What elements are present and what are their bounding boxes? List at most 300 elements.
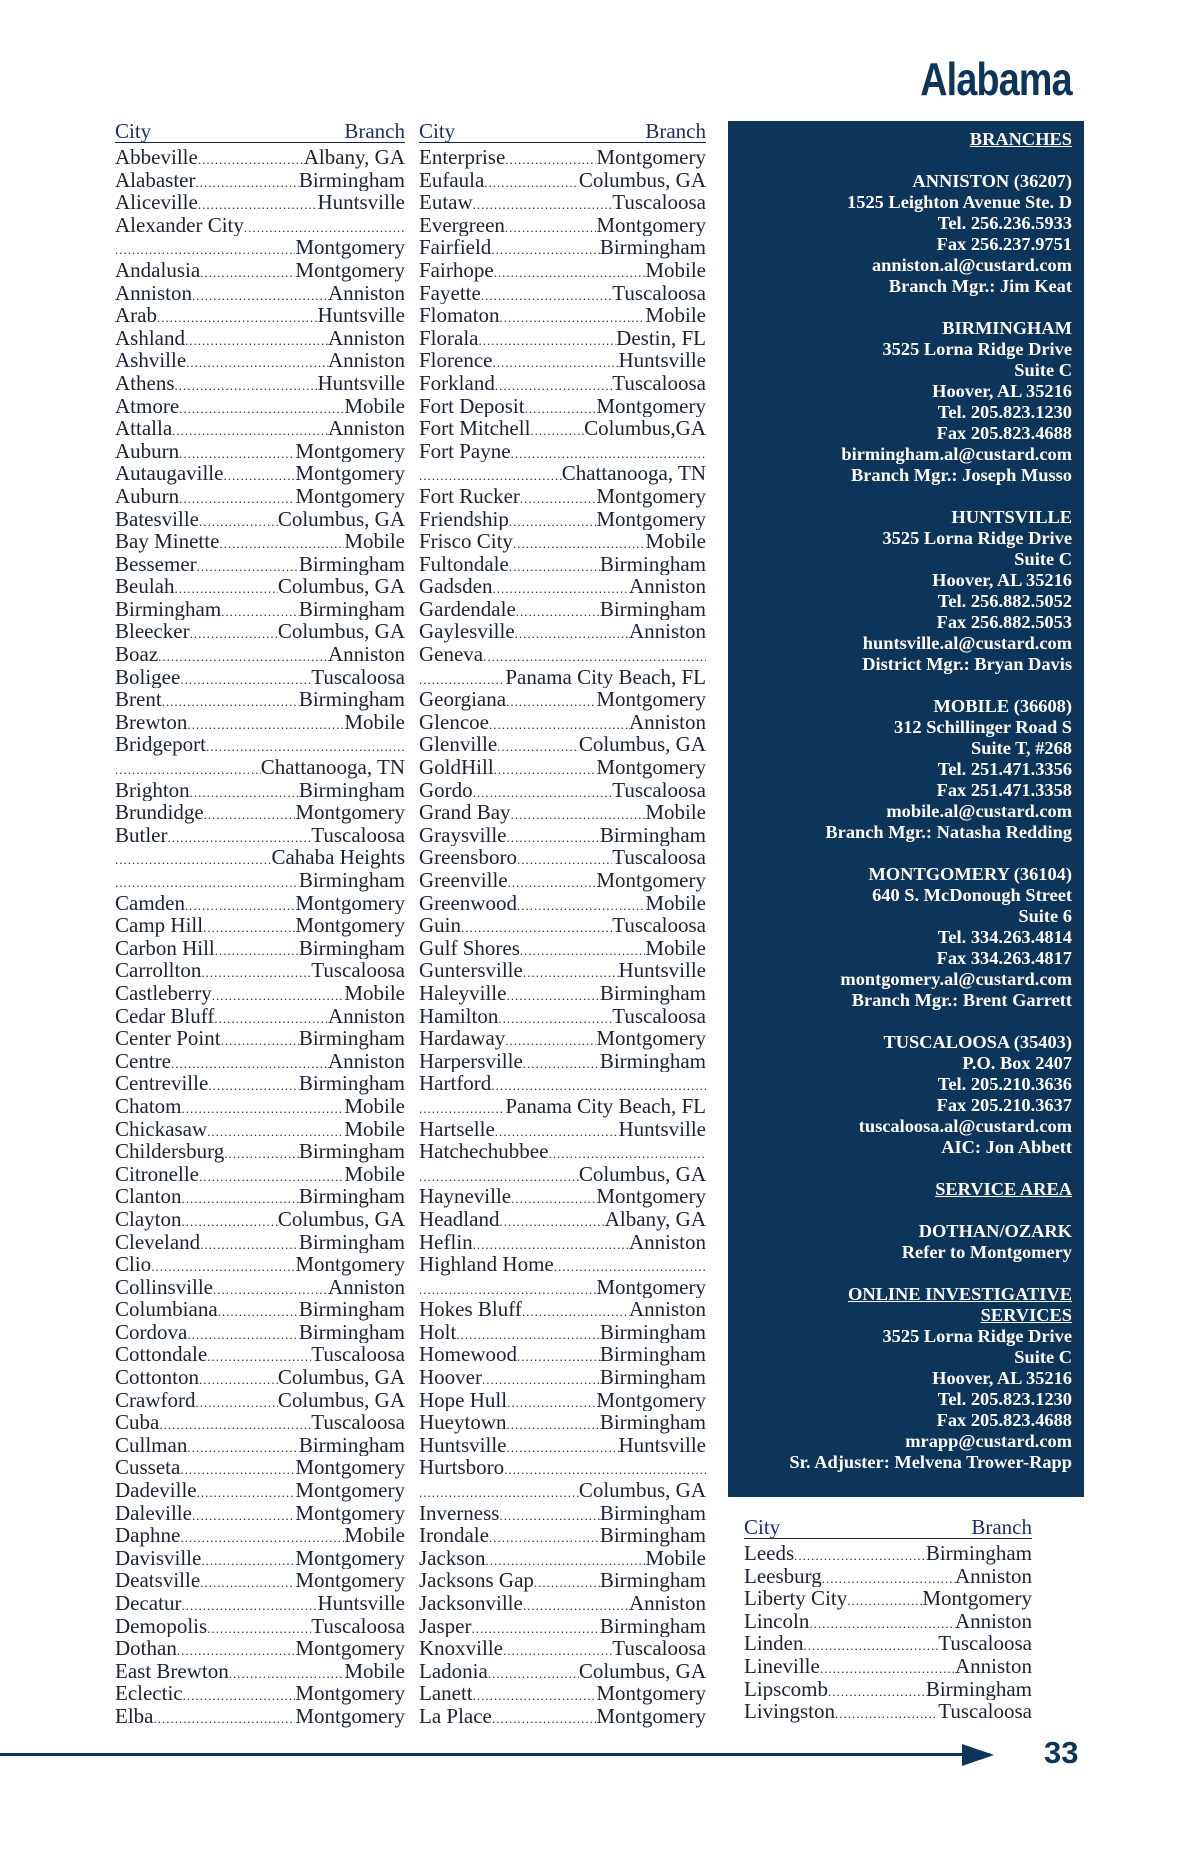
panel-line: TUSCALOOSA (35403) <box>883 1032 1072 1052</box>
city-name: Fairfield <box>419 236 492 259</box>
list-item <box>115 214 405 237</box>
list-item <box>419 779 706 802</box>
city-name: Liberty City <box>744 1587 848 1610</box>
branch-name: Tuscaloosa <box>311 959 405 982</box>
city-name: Dadeville <box>115 1479 197 1502</box>
list-item <box>419 191 706 214</box>
list-item <box>419 485 706 508</box>
city-header: City <box>744 1515 781 1539</box>
panel-spacer <box>740 1011 1072 1032</box>
panel-line: Tel. 334.263.4814 <box>937 927 1072 947</box>
list-item <box>419 169 706 192</box>
panel-line: Branch Mgr.: Jim Keat <box>888 276 1072 296</box>
dot-leader <box>190 623 278 643</box>
dot-leader <box>199 1166 344 1186</box>
dot-leader <box>214 1008 328 1028</box>
branch-name: Montgomery <box>596 146 706 169</box>
branch-name: Columbus, GA <box>578 168 706 192</box>
panel-line: BIRMINGHAM <box>942 318 1072 338</box>
city-name: Beulah <box>115 575 175 598</box>
branch-name: Montgomery <box>295 462 405 485</box>
panel-line: Tel. 205.210.3636 <box>937 1074 1072 1094</box>
branch-name: Cahaba Heights <box>271 846 405 869</box>
dot-leader <box>197 1482 296 1502</box>
branch-name: Anniston <box>628 1230 706 1254</box>
column-header <box>115 116 405 143</box>
city-name: Hamilton <box>419 1004 499 1028</box>
city-list <box>419 146 706 1728</box>
dot-leader <box>206 736 405 756</box>
city-name: Cottonton <box>115 1366 200 1389</box>
city-name: Grand Bay <box>419 801 511 824</box>
list-item <box>419 1569 706 1592</box>
dot-leader <box>505 149 596 169</box>
branch-name: Tuscaloosa <box>311 665 405 689</box>
city-name: Greenwood <box>419 891 517 915</box>
branch-name: Montgomery <box>295 1569 405 1592</box>
city-name: Jasper <box>419 1614 472 1638</box>
list-item <box>115 711 405 734</box>
panel-line: HUNTSVILLE <box>951 507 1072 527</box>
dot-leader <box>828 1681 926 1701</box>
city-name: Decatur <box>115 1592 182 1615</box>
city-name: Livingston <box>744 1700 836 1723</box>
list-item <box>419 1660 706 1683</box>
city-name: Guin <box>419 914 461 937</box>
list-item <box>419 1705 706 1728</box>
list-item <box>419 462 706 485</box>
list-item <box>115 417 405 440</box>
list-item <box>419 1005 706 1028</box>
branch-name: Birmingham <box>298 168 405 192</box>
list-item <box>419 327 706 350</box>
branch-name: Albany, GA <box>604 1207 706 1231</box>
dot-leader <box>520 940 645 960</box>
panel-line: Fax 205.823.4688 <box>936 1410 1072 1430</box>
branch-name: Chattanooga, TN <box>561 462 706 485</box>
dot-leader <box>489 714 629 734</box>
branch-name: Montgomery <box>596 869 706 892</box>
dot-leader <box>473 194 613 214</box>
dot-leader <box>489 1527 600 1547</box>
dot-leader <box>548 1143 706 1163</box>
panel-line: MONTGOMERY (36104) <box>868 864 1072 884</box>
city-name: Fairhope <box>419 258 494 282</box>
list-item <box>115 1592 405 1615</box>
dot-leader <box>506 985 599 1005</box>
branch-name: Montgomery <box>295 801 405 824</box>
city-name: Elba <box>115 1704 154 1728</box>
list-item <box>115 1366 405 1389</box>
branch-name: Anniston <box>327 326 405 350</box>
panel-line: Suite T, #268 <box>971 738 1072 758</box>
branch-name: Anniston <box>628 710 706 734</box>
branch-name: Huntsville <box>317 371 405 395</box>
city-column-2 <box>419 116 706 1728</box>
branch-name: Huntsville <box>317 1592 405 1615</box>
city-name: Abbeville <box>115 146 198 169</box>
branch-name: Birmingham <box>298 597 405 621</box>
list-item <box>419 1163 706 1186</box>
city-name: Friendship <box>419 507 509 531</box>
list-item <box>115 1660 405 1683</box>
dot-leader <box>419 669 505 689</box>
list-item <box>115 869 405 892</box>
branch-name: Birmingham <box>599 1049 706 1073</box>
branch-name: Montgomery <box>596 756 706 779</box>
dot-leader <box>174 578 277 598</box>
branch-name: Mobile <box>645 891 706 915</box>
list-item <box>419 959 706 982</box>
branch-name: Birmingham <box>298 1027 405 1050</box>
list-item <box>115 1298 405 1321</box>
dot-leader <box>803 1635 938 1655</box>
panel-spacer <box>740 843 1072 864</box>
dot-leader <box>505 1030 596 1050</box>
branch-name: Montgomery <box>295 1456 405 1480</box>
city-name: Bridgeport <box>115 733 206 757</box>
city-name: Heflin <box>419 1230 473 1254</box>
list-item <box>419 801 706 824</box>
city-header: City <box>115 119 152 143</box>
panel-line: tuscaloosa.al@custard.com <box>858 1116 1072 1136</box>
dot-leader <box>506 691 596 711</box>
panel-line: MOBILE (36608) <box>933 696 1072 716</box>
branch-name: Montgomery <box>596 1027 706 1050</box>
list-item <box>115 733 405 756</box>
branch-name: Birmingham <box>599 1343 706 1367</box>
panel-line: Fax 334.263.4817 <box>936 948 1072 968</box>
city-name: Boligee <box>115 665 181 689</box>
city-name: Hardaway <box>419 1027 506 1050</box>
city-name: Leesburg <box>744 1564 822 1588</box>
city-name: Jackson <box>419 1546 486 1570</box>
branch-name: Montgomery <box>295 1704 405 1728</box>
city-name: Arab <box>115 304 157 327</box>
branch-header: Branch <box>645 119 706 143</box>
branch-name: Columbus, GA <box>578 733 706 757</box>
dot-leader <box>183 1685 296 1705</box>
branch-name: Columbus,GA <box>584 417 706 440</box>
dot-leader <box>516 601 600 621</box>
list-item <box>115 282 405 305</box>
list-item <box>115 1050 405 1073</box>
dot-leader <box>523 1595 629 1615</box>
list-item <box>419 711 706 734</box>
dot-leader <box>509 556 600 576</box>
branch-name: Tuscaloosa <box>311 823 405 847</box>
list-item <box>115 169 405 192</box>
list-item <box>419 417 706 440</box>
city-name: Inverness <box>419 1501 500 1525</box>
branch-name: Montgomery <box>295 236 405 259</box>
list-item <box>115 1027 405 1050</box>
city-name: Demopolis <box>115 1614 208 1638</box>
branch-name: Anniston <box>327 1004 405 1028</box>
panel-line: District Mgr.: Bryan Davis <box>862 654 1072 674</box>
city-name: Crawford <box>115 1388 196 1412</box>
dot-leader <box>500 307 646 327</box>
list-item <box>419 575 706 598</box>
city-name: Hayneville <box>419 1185 512 1208</box>
panel-line: Branch Mgr.: Joseph Musso <box>850 465 1072 485</box>
list-item <box>419 756 706 779</box>
list-item <box>419 349 706 372</box>
dot-leader <box>492 578 629 598</box>
branch-name: Huntsville <box>618 1117 706 1141</box>
list-item <box>115 643 405 666</box>
dot-leader <box>200 1234 299 1254</box>
city-name: Lincoln <box>744 1609 810 1633</box>
panel-line: Branch Mgr.: Brent Garrett <box>851 990 1072 1010</box>
list-item <box>115 620 405 643</box>
dot-leader <box>179 443 295 463</box>
city-name: Forkland <box>419 371 495 395</box>
dot-leader <box>197 556 299 576</box>
city-name: Hokes Bluff <box>419 1298 522 1321</box>
branch-name: Birmingham <box>599 1524 706 1547</box>
list-item <box>115 846 405 869</box>
branch-name: Birmingham <box>599 552 706 576</box>
panel-line: birmingham.al@custard.com <box>841 444 1072 464</box>
city-name: Brundidge <box>115 801 204 824</box>
dot-leader <box>554 1256 706 1276</box>
dot-leader <box>204 804 296 824</box>
dot-leader <box>456 1324 599 1344</box>
list-item <box>419 259 706 282</box>
list-item <box>419 395 706 418</box>
branch-name: Birmingham <box>599 597 706 621</box>
panel-line: Branch Mgr.: Natasha Redding <box>825 822 1072 842</box>
dot-leader <box>158 646 328 666</box>
panel-heading: BRANCHES <box>969 129 1072 149</box>
city-name: Headland <box>419 1207 500 1231</box>
dot-leader <box>419 1166 579 1186</box>
list-item <box>115 462 405 485</box>
list-item <box>419 869 706 892</box>
branch-name: Anniston <box>327 1049 405 1073</box>
dot-leader <box>200 1572 295 1592</box>
branch-name: Montgomery <box>295 1637 405 1660</box>
page-title: Alabama <box>920 53 1072 105</box>
list-item <box>419 1072 706 1095</box>
branch-name: Montgomery <box>295 258 405 282</box>
dot-leader <box>185 330 328 350</box>
panel-line: P.O. Box 2407 <box>962 1053 1072 1073</box>
branches-panel <box>728 121 1084 1497</box>
city-name: Birmingham <box>115 597 222 621</box>
list-item <box>115 1321 405 1344</box>
list-item <box>744 1655 1032 1678</box>
city-name: Center Point <box>115 1027 221 1050</box>
city-name: Ashville <box>115 349 187 372</box>
list-item <box>115 146 405 169</box>
city-name: Deatsville <box>115 1569 201 1592</box>
panel-line: Tel. 205.823.1230 <box>937 402 1072 422</box>
city-name: Childersburg <box>115 1140 225 1163</box>
list-item <box>115 1276 405 1299</box>
dot-leader <box>195 1392 277 1412</box>
list-item <box>115 1705 405 1728</box>
panel-heading: ONLINE INVESTIGATIVE <box>848 1284 1072 1304</box>
list-item <box>115 259 405 282</box>
dot-leader <box>221 1030 299 1050</box>
list-item <box>419 1615 706 1638</box>
city-name: Cullman <box>115 1433 188 1457</box>
panel-line: Suite 6 <box>1018 906 1072 926</box>
branch-name: Huntsville <box>317 304 405 327</box>
dot-leader <box>223 465 295 485</box>
city-name: Chickasaw <box>115 1117 208 1141</box>
dot-leader <box>181 1595 317 1615</box>
city-name: Fort Payne <box>419 439 511 463</box>
city-name: Columbiana <box>115 1298 218 1321</box>
branch-name: Huntsville <box>618 349 706 372</box>
dot-leader <box>525 398 597 418</box>
city-name: Florence <box>419 349 493 372</box>
branch-name: Mobile <box>344 981 405 1005</box>
dot-leader <box>199 1369 278 1389</box>
branch-name: Montgomery <box>596 688 706 711</box>
list-item <box>115 1163 405 1186</box>
city-name: Hoover <box>419 1366 482 1389</box>
list-item <box>115 508 405 531</box>
dot-leader <box>419 1279 596 1299</box>
list-item <box>419 372 706 395</box>
panel-line: 1525 Leighton Avenue Ste. D <box>847 192 1072 212</box>
city-name: Castleberry <box>115 981 212 1005</box>
list-item <box>115 440 405 463</box>
branch-name: Birmingham <box>599 1569 706 1592</box>
dot-leader <box>511 804 646 824</box>
city-name: Auburn <box>115 484 180 508</box>
dot-leader <box>186 352 328 372</box>
dot-leader <box>506 827 599 847</box>
branch-name: Anniston <box>327 349 405 372</box>
branch-name: Birmingham <box>298 1298 405 1321</box>
dot-leader <box>168 827 312 847</box>
list-item <box>115 1502 405 1525</box>
branch-name: Montgomery <box>295 484 405 508</box>
list-item <box>419 236 706 259</box>
list-item <box>115 1140 405 1163</box>
city-name: Highland Home <box>419 1253 554 1276</box>
dot-leader <box>187 714 344 734</box>
dot-leader <box>847 1590 922 1610</box>
dot-leader <box>471 1618 599 1638</box>
list-item <box>744 1632 1032 1655</box>
branch-name: Montgomery <box>295 1501 405 1525</box>
list-item <box>419 846 706 869</box>
panel-spacer <box>740 297 1072 318</box>
branch-name: Tuscaloosa <box>612 281 706 305</box>
city-name: Cedar Bluff <box>115 1004 215 1028</box>
list-item <box>115 1569 405 1592</box>
dot-leader <box>794 1545 926 1565</box>
list-item <box>115 1547 405 1570</box>
list-item <box>419 530 706 553</box>
branch-name: Anniston <box>327 281 405 305</box>
list-item <box>419 1118 706 1141</box>
city-name: Cleveland <box>115 1230 201 1254</box>
dot-leader <box>822 1568 955 1588</box>
branch-name: Mobile <box>344 710 405 734</box>
list-item <box>419 1524 706 1547</box>
list-item <box>744 1542 1032 1565</box>
city-column-3 <box>744 1512 1032 1723</box>
city-name: Aliceville <box>115 191 198 214</box>
branch-name: Mobile <box>344 530 405 553</box>
list-item <box>115 1682 405 1705</box>
panel-line: Refer to Montgomery <box>901 1242 1072 1262</box>
list-item <box>115 349 405 372</box>
panel-line: Fax 205.823.4688 <box>936 423 1072 443</box>
list-item <box>419 1231 706 1254</box>
list-item <box>419 1185 706 1208</box>
dot-leader <box>115 239 295 259</box>
city-name: Bay Minette <box>115 530 220 553</box>
list-item <box>115 236 405 259</box>
dot-leader <box>511 1188 596 1208</box>
branch-name: Montgomery <box>596 1682 706 1705</box>
dot-leader <box>495 1121 619 1141</box>
dot-leader <box>198 149 304 169</box>
city-name: Daphne <box>115 1524 181 1547</box>
list-item <box>419 643 706 666</box>
dot-leader <box>488 1663 579 1683</box>
dot-leader <box>473 782 613 802</box>
list-item <box>419 1592 706 1615</box>
list-item <box>115 1637 405 1660</box>
city-name: Atmore <box>115 394 180 418</box>
list-item <box>115 779 405 802</box>
city-name: Brent <box>115 688 162 711</box>
city-name: Gardendale <box>419 597 516 621</box>
list-item <box>115 395 405 418</box>
city-name: Huntsville <box>419 1433 507 1457</box>
dot-leader <box>492 1708 596 1728</box>
list-item <box>419 914 706 937</box>
dot-leader <box>481 285 612 305</box>
city-name: Fort Deposit <box>419 394 525 418</box>
dot-leader <box>229 1663 345 1683</box>
column-header <box>744 1512 1032 1539</box>
branch-name: Tuscaloosa <box>311 1614 405 1638</box>
dot-leader <box>162 691 299 711</box>
list-item <box>115 191 405 214</box>
city-name: Davisville <box>115 1546 202 1570</box>
branch-name: Huntsville <box>618 959 706 982</box>
branch-name: Anniston <box>954 1654 1032 1678</box>
city-name: Hueytown <box>419 1411 507 1434</box>
list-item <box>115 892 405 915</box>
list-item <box>115 756 405 779</box>
branch-header: Branch <box>971 1515 1032 1539</box>
list-item <box>419 666 706 689</box>
panel-line: DOTHAN/OZARK <box>918 1221 1072 1241</box>
dot-leader <box>509 511 597 531</box>
branch-name: Birmingham <box>599 1366 706 1389</box>
branch-name: Columbus, GA <box>277 1207 405 1231</box>
city-name: Enterprise <box>419 146 506 169</box>
panel-heading: SERVICES <box>980 1305 1072 1325</box>
branch-name: Birmingham <box>298 688 405 711</box>
panel-line: Tel. 251.471.3356 <box>937 759 1072 779</box>
branch-name: Tuscaloosa <box>612 371 706 395</box>
city-name: Ashland <box>115 326 185 350</box>
branch-name: Mobile <box>344 1117 405 1141</box>
dot-leader <box>491 1075 706 1095</box>
